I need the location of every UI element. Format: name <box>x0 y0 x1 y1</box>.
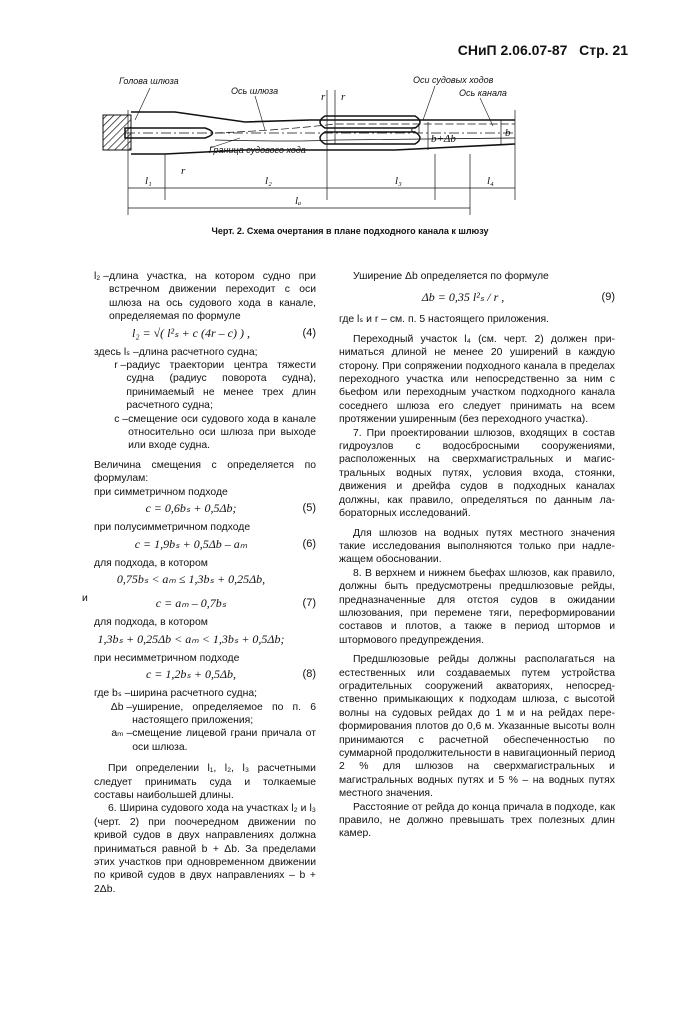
paragraph-widening: Уширение Δb определяется по формуле <box>353 271 549 282</box>
def-c-text: смещение оси судового хода в канале относительно оси шлюза при выходе или входе судна. <box>128 413 316 452</box>
paragraph-item-7: 7. При проектировании шлюзов, входящих в состав гидроузлов с водосбросными сооружениями, расположенных на сверхмагистральных и магистральных водных путях, условия входа, стоянки, движения и дрейфа судов в подходных каналах должны, как правило, определяться по данным лабораторных исследований. <box>339 427 615 520</box>
formula-6 <box>94 538 316 554</box>
paragraph-semisymmetric: при полусимметричном подходе <box>94 522 251 534</box>
def-r-text: радиус траектории центра тяжести судна (радиус поворота судна), принимаемый не менее трех длин расчетного судна; <box>126 360 316 412</box>
def-db <box>94 701 316 728</box>
paragraph-item-6: 6. Ширина судового хода на участках l₂ и l₃ (черт. 2) при поочередном движении по кривой судов в двух направлениях должна приниматься равной b + Δb. За пределами этих участков при одновременном движении по кривой судов в двух направлениях – b + 2Δb. <box>94 803 316 895</box>
right-column <box>339 270 615 841</box>
dim-l4: l₄ <box>487 175 494 187</box>
paragraph-where: где lₛ и r – см. п. 5 настоящего приложения. <box>339 314 550 326</box>
def-ls-term: здесь lₛ – <box>94 346 139 358</box>
formula-4-expr: l₂ = √( l²ₛ + c (4r – c) ) , <box>131 325 250 340</box>
def-db-term: Δb – <box>94 701 133 713</box>
formula-7-expr: c = aₘ – 0,7bₛ <box>155 596 227 611</box>
page-number: Стр. 21 <box>579 42 628 58</box>
route-border-line <box>215 138 515 141</box>
dim-l3: l₃ <box>395 175 402 187</box>
def-l2-text: длина участка, на котором судно при встречном движении переходит с оси шлюза на ось судового хода в канале, определяемая по формуле <box>109 271 316 323</box>
formula-7 <box>94 597 316 613</box>
inequality-1 <box>94 573 316 589</box>
conjunction-and: и <box>82 592 88 604</box>
dim-r-top2: r <box>341 91 346 103</box>
formula-8-expr: c = 1,2bₛ + 0,5Δb, <box>145 667 237 682</box>
formula-5-expr: c = 0,6bₛ + 0,5Δb; <box>145 501 237 516</box>
dim-l2: l₂ <box>265 175 272 187</box>
dim-r-left: r <box>181 165 186 177</box>
def-am-term: aₘ – <box>94 728 133 740</box>
def-r <box>94 359 316 413</box>
inequality-1-expr: 0,75bₛ < aₘ ≤ 1,3bₛ + 0,25Δb, <box>116 571 266 586</box>
label-route-border: Граница судового хода <box>209 145 306 155</box>
label-lock-axis: Ось шлюза <box>231 86 279 96</box>
def-db-text: уширение, определяемое по п. 6 настоящего приложения; <box>132 701 316 726</box>
formula-5-number: (5) <box>302 502 316 515</box>
figure-caption: Черт. 2. Схема очертания в плане подходного канала к шлюзу <box>211 226 489 236</box>
page-header <box>458 42 628 58</box>
paragraph-asymmetric: при несимметричном подходе <box>94 652 240 664</box>
formula-7-number: (7) <box>302 597 316 610</box>
def-l2-term: l₂ – <box>94 271 110 282</box>
dim-b: b <box>505 127 511 139</box>
formula-4-number: (4) <box>302 326 316 339</box>
formula-9-number: (9) <box>601 291 615 304</box>
formula-5 <box>94 502 316 518</box>
def-am-text: смещение лицевой грани причала от оси шлюза. <box>132 728 316 753</box>
paragraph-distance: Расстояние от рейда до конца причала в подходе, как правило, не должно превышать трех полезных длин камер. <box>339 801 615 840</box>
paragraph-lengths: При определении l₁, l₂, l₃ расчетными следует принимать суда и толкаемые составы наибольшей длины. <box>94 763 316 801</box>
def-ls <box>94 346 316 359</box>
def-r-term: r – <box>94 360 127 372</box>
document-code: СНиП 2.06.07-87 <box>457 42 568 58</box>
dim-la: lₐ <box>295 195 302 207</box>
formula-9-expr: Δb = 0,35 l²ₛ / r , <box>421 290 505 305</box>
dim-b-db: b+Δb <box>431 133 456 145</box>
def-ls-text: длина расчетного судна; <box>138 346 258 358</box>
lock-head-hatch <box>103 115 131 150</box>
def-bs-term: где bₛ – <box>94 688 131 700</box>
paragraph-offset: Величина смещения c определяется по формулам: <box>94 459 316 485</box>
formula-6-number: (6) <box>302 537 316 550</box>
paragraph-approach-2: для подхода, в котором <box>94 617 208 629</box>
def-c-term: c – <box>94 413 129 425</box>
formula-8-number: (8) <box>302 668 316 681</box>
canal-scheme-figure <box>95 70 525 220</box>
paragraph-item-8: 8. В верхнем и нижнем бьефах шлюзов, как правило, должны быть предусмотрены предшлюзовые рейды, предназначенные для отстоя судов в ожидании шлюзования, при перемене тяги, переформировании составов и плотов, а также в период штормов и штормового предупреждения. <box>339 567 615 646</box>
def-l2 <box>94 270 316 324</box>
canal-wall-bottom <box>131 144 515 154</box>
inequality-2-expr: 1,3bₛ + 0,25Δb < aₘ < 1,3bₛ + 0,5Δb; <box>97 631 285 646</box>
dim-c: c <box>411 123 416 135</box>
formula-9 <box>339 291 615 307</box>
label-canal-axis: Ось канала <box>459 88 507 98</box>
inequality-2 <box>94 633 316 649</box>
def-bs-text: ширина расчетного судна; <box>130 688 257 700</box>
def-bs <box>94 687 316 700</box>
paragraph-transition: Переходный участок l₄ (см. черт. 2) должен приниматься длиной не менее 20 уширений в каждую сторону. При сопряжении подходного канала в пределах переходного участка или непосредственно за ним с бьефом или переходным участком подходного канала соседнего шлюза его следует принимать на всем протяжении уширенным (без переходного участка). <box>339 333 615 426</box>
paragraph-symmetric: при симметричном подходе <box>94 486 228 498</box>
def-c <box>94 413 316 453</box>
label-lock-head: Голова шлюза <box>119 76 179 86</box>
formula-6-expr: c = 1,9bₛ + 0,5Δb – aₘ <box>134 536 248 551</box>
dim-r-top1: r <box>321 91 326 103</box>
paragraph-approach-1: для подхода, в котором <box>94 557 208 569</box>
left-column <box>82 270 316 896</box>
label-route-axes: Оси судовых ходов <box>413 75 494 85</box>
paragraph-local-routes: Для шлюзов на водных путях местного значения такие исследования выполняются только при надлежащем обосновании. <box>339 527 615 566</box>
paragraph-roadsteads: Предшлюзовые рейды должны располагаться на естественных или создаваемых путем устройства оградительных сооружений акваториях, непосредственно примыкающих к подходам шлюза, с высотой волны на судовых рейдах до 1 м и на рейдах переформирования плотов до 0,6 м. Указанные высоты волн принимаются с расчетной обеспеченностью по суммарной продолжительности в навигационный период 2 % для шлюзов на сверхмагистральных и магистральных водных путях и 5 % – на водных путях местного значения. <box>339 654 615 800</box>
dim-l1: l₁ <box>145 175 152 187</box>
formula-4 <box>94 327 316 343</box>
def-am <box>94 727 316 754</box>
formula-8 <box>94 668 316 684</box>
